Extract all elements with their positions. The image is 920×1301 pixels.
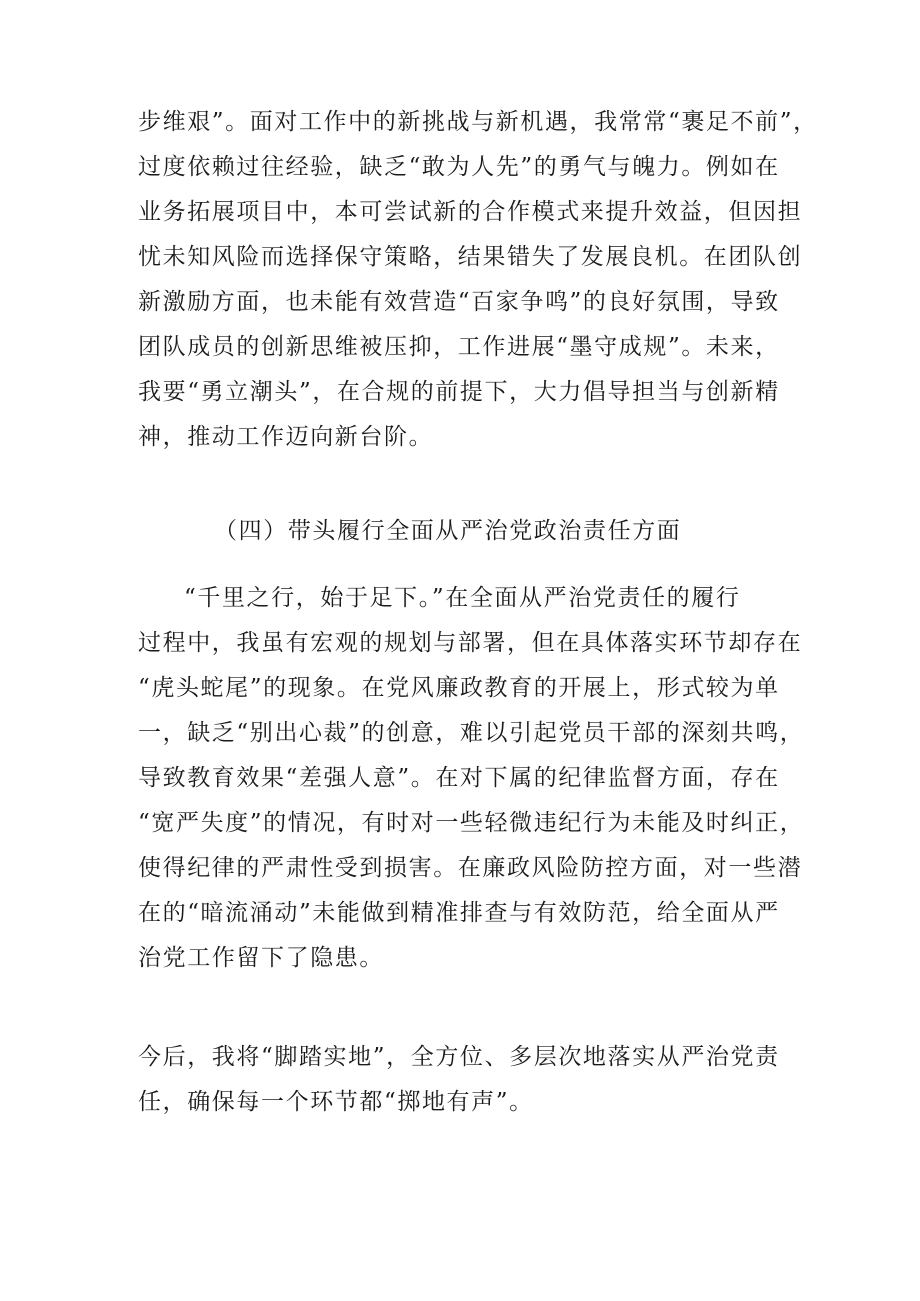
body-paragraph-closing bbox=[138, 1035, 794, 1125]
paragraph-line: 神，推动工作迈向新台阶。 bbox=[138, 424, 434, 450]
paragraph-line: 团队成员的创新思维被压抑，工作进展“墨守成规”。未来， bbox=[138, 334, 780, 360]
paragraph-line: 使得纪律的严肃性受到损害。在廉政风险防控方面，对一些潜 bbox=[138, 855, 803, 881]
body-paragraph-continued bbox=[138, 100, 818, 460]
paragraph-line: 业务拓展项目中，本可尝试新的合作模式来提升效益，但因担 bbox=[138, 199, 803, 225]
paragraph-line: 导致教育效果“差强人意”。在对下属的纪律监督方面，存在 bbox=[138, 765, 780, 791]
paragraph-line: 我要“勇立潮头”，在合规的前提下，大力倡导担当与创新精 bbox=[138, 379, 780, 405]
paragraph-line: 治党工作留下了隐患。 bbox=[138, 945, 384, 971]
paragraph-line: “宽严失度”的情况，有时对一些轻微违纪行为未能及时纠正， bbox=[138, 810, 805, 836]
paragraph-line: 忧未知风险而选择保守策略，结果错失了发展良机。在团队创 bbox=[138, 244, 803, 270]
paragraph-line: 步维艰”。面对工作中的新挑战与新机遇，我常常“裹足不前”， bbox=[138, 109, 818, 135]
paragraph-line: 过度依赖过往经验，缺乏“敢为人先”的勇气与魄力。例如在 bbox=[138, 154, 780, 180]
paragraph-line: 在的“暗流涌动”未能做到精准排查与有效防范，给全面从严 bbox=[138, 900, 780, 926]
body-paragraph-section4 bbox=[138, 576, 805, 981]
paragraph-line: 一，缺乏“别出心裁”的创意，难以引起党员干部的深刻共鸣， bbox=[138, 720, 805, 746]
paragraph-line: 任，确保每一个环节都“掷地有声”。 bbox=[138, 1089, 534, 1115]
paragraph-line: “千里之行，始于足下。”在全面从严治党责任的履行 bbox=[184, 585, 741, 611]
paragraph-line: 今后，我将“脚踏实地”，全方位、多层次地落实从严治党责 bbox=[138, 1044, 780, 1070]
paragraph-line: 过程中，我虽有宏观的规划与部署，但在具体落实环节却存在 bbox=[138, 630, 803, 656]
paragraph-line: 新激励方面，也未能有效营造“百家争鸣”的良好氛围，导致 bbox=[138, 289, 780, 315]
section-heading: （四）带头履行全面从严治党政治责任方面 bbox=[214, 518, 682, 544]
paragraph-line: “虎头蛇尾”的现象。在党风廉政教育的开展上，形式较为单 bbox=[138, 675, 780, 701]
